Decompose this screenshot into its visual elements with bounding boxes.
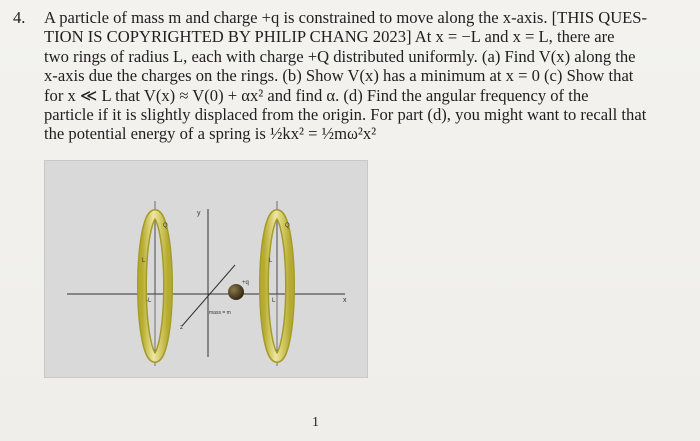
- problem-line-2: TION IS COPYRIGHTED BY PHILIP CHANG 2023] At x = −L and x = L, there are: [44, 27, 615, 47]
- y-axis-label: y: [197, 210, 201, 217]
- left-ring-charge-label: Q: [163, 223, 168, 229]
- right-position-label: L: [272, 298, 276, 304]
- problem-line-6: particle if it is slightly displaced from the origin. For part (d), you might want to recall that: [44, 104, 647, 124]
- rings-figure: [44, 160, 368, 378]
- problem-line-5: for x ≪ L that V(x) ≈ V(0) + αx² and find α. (d) Find the angular frequency of the: [44, 85, 589, 105]
- particle-mass-label: mass = m: [209, 310, 231, 316]
- right-ring-charge-label: Q: [285, 223, 290, 229]
- charged-particle: [228, 284, 244, 300]
- z-axis-label: z: [180, 325, 183, 331]
- problem-text: [13, 8, 693, 144]
- particle-charge-label: +q: [242, 280, 249, 286]
- problem-line-7: the potential energy of a spring is ½kx² = ½mω²x²: [44, 124, 377, 144]
- right-radius-label: L: [269, 258, 273, 264]
- page-number: 1: [312, 415, 319, 430]
- problem-line-1: 4. A particle of mass m and charge +q is constrained to move along the x-axis. [THIS QUES-: [13, 8, 648, 27]
- x-axis-label: x: [343, 297, 347, 304]
- rings-diagram: [45, 161, 367, 377]
- problem-line-4: x-axis due the charges on the rings. (b) Show V(x) has a minimum at x = 0 (c) Show that: [44, 66, 634, 86]
- problem-line-3: two rings of radius L, each with charge +Q distributed uniformly. (a) Find V(x) along the: [44, 46, 636, 66]
- problem-number: 4.: [13, 8, 26, 27]
- left-radius-label: L: [142, 258, 146, 264]
- left-position-label: -L: [146, 298, 152, 304]
